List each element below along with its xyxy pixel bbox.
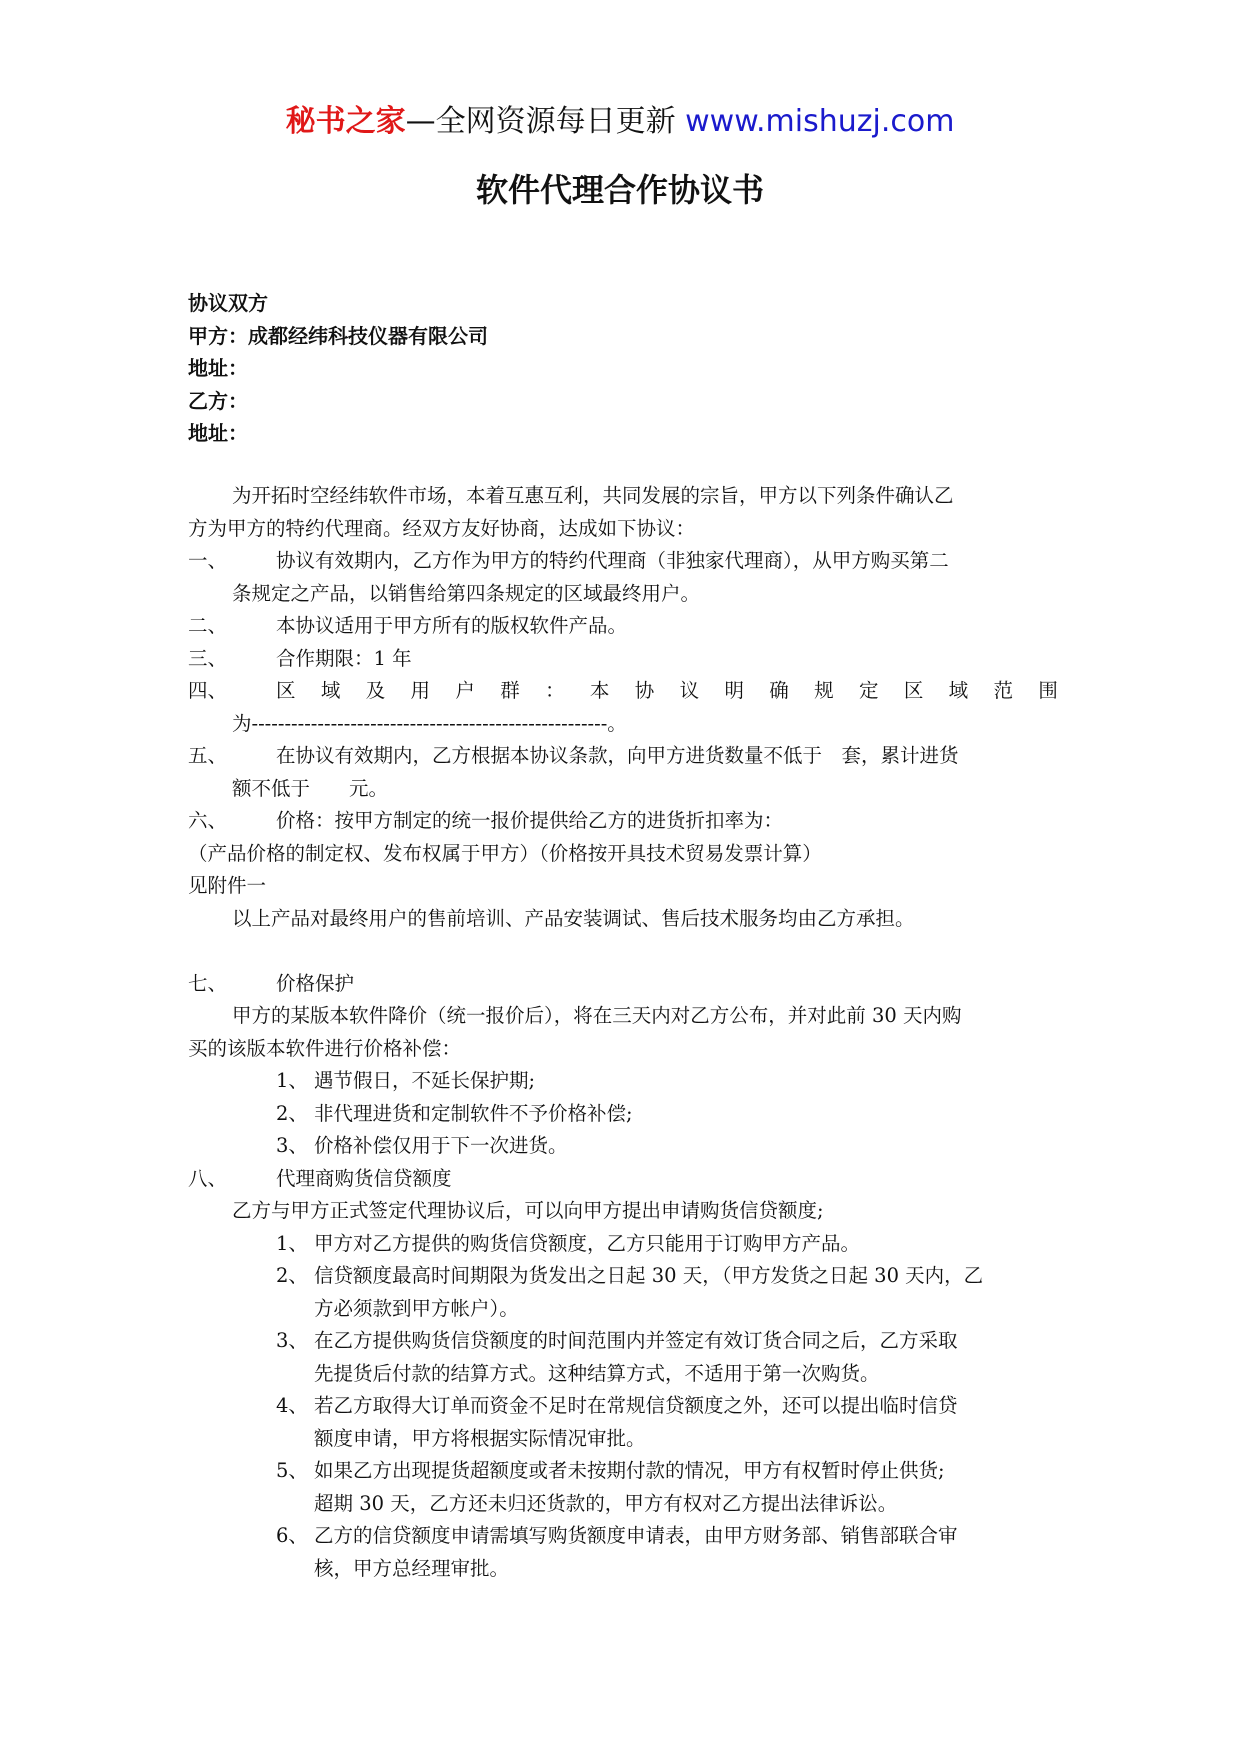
clause-6 — [188, 805, 1058, 838]
clause-4-char: 协 — [634, 679, 655, 702]
list-item — [188, 1098, 1058, 1131]
item-number: 2、 — [276, 1264, 308, 1287]
item-text: 在乙方提供购货信贷额度的时间范围内并签定有效订货合同之后，乙方采取 — [314, 1329, 958, 1352]
clause-4-char: 规 — [814, 679, 834, 702]
clause-4-char: 议 — [679, 679, 700, 702]
item-number: 1、 — [276, 1231, 308, 1255]
clause-4-char: 确 — [769, 679, 789, 702]
clause-7 — [188, 968, 1058, 1001]
clause-number: 四、 — [188, 679, 228, 702]
clause-5 — [188, 740, 1058, 773]
list-item — [188, 1260, 1058, 1293]
intro-line-1: 为开拓时空经纬软件市场，本着互惠互利，共同发展的宗旨，甲方以下列条件确认乙 — [232, 484, 954, 507]
item-text: 非代理进货和定制软件不予价格补偿; — [314, 1101, 633, 1125]
item-text: 乙方的信贷额度申请需填写购货额度申请表，由甲方财务部、销售部联合审 — [314, 1524, 958, 1547]
clause-number: 五、 — [188, 744, 228, 767]
item-number: 3、 — [276, 1134, 308, 1157]
clause-4-char: 及 — [365, 679, 386, 702]
item-number: 6、 — [276, 1524, 308, 1547]
clause-8 — [188, 1163, 1058, 1196]
clause-7-line-1: 甲方的某版本软件降价（统一报价后），将在三天内对乙方公布，并对此前 30 天内购 — [232, 1004, 962, 1027]
clause-3 — [188, 643, 1058, 676]
address-a: 地址： — [188, 356, 248, 380]
party-b: 乙方： — [188, 388, 248, 413]
clause-4-cont: 为------------------------------------------------------。 — [232, 711, 627, 735]
clause-4-char: 区 — [276, 679, 296, 702]
parties-heading: 协议双方 — [188, 291, 268, 315]
list-item — [188, 1325, 1058, 1358]
clause-number: 三、 — [188, 646, 228, 670]
clause-text: 价格保护 — [276, 971, 355, 995]
clause-6-note-2: 见附件一 — [188, 874, 267, 897]
item-number: 2、 — [276, 1101, 308, 1125]
intro-line-2: 方为甲方的特约代理商。经双方友好协商，达成如下协议： — [188, 516, 696, 540]
clause-6-note-3: 以上产品对最终用户的售前培训、产品安装调试、售后技术服务均由乙方承担。 — [232, 906, 915, 930]
item-text: 如果乙方出现提货超额度或者未按期付款的情况，甲方有权暂时停止供货; — [314, 1459, 945, 1482]
banner-url[interactable]: www.mishuzj.com — [685, 104, 955, 139]
clause-text: 价格：按甲方制定的统一报价提供给乙方的进货折扣率为： — [276, 809, 784, 832]
clause-4-char: 域 — [320, 679, 341, 702]
list-item-cont: 超期 30 天，乙方还未归还货款的，甲方有权对乙方提出法律诉讼。 — [314, 1491, 898, 1515]
item-number: 4、 — [276, 1394, 308, 1417]
clause-6-note-1: （产品价格的制定权、发布权属于甲方）（价格按开具技术贸易发票计算） — [188, 841, 822, 865]
clause-text: 代理商购货信贷额度 — [276, 1166, 452, 1190]
agreement-body — [188, 480, 1058, 1585]
clause-4-char: 围 — [1038, 679, 1058, 702]
document-title: 软件代理合作协议书 — [475, 171, 764, 209]
banner-brand: 秘书之家 — [285, 104, 406, 139]
list-item — [188, 1065, 1058, 1098]
item-text: 遇节假日，不延长保护期; — [314, 1069, 536, 1092]
list-item — [188, 1390, 1058, 1423]
item-number: 3、 — [276, 1329, 308, 1352]
item-text: 价格补偿仅用于下一次进货。 — [314, 1134, 568, 1157]
item-number: 1、 — [276, 1069, 308, 1092]
clause-1-cont: 条规定之产品，以销售给第四条规定的区域最终用户。 — [232, 581, 701, 605]
clause-4-char: 用 — [410, 679, 431, 702]
clause-4-char: 群 — [500, 679, 520, 702]
list-item — [188, 1455, 1058, 1488]
clause-1 — [188, 545, 1058, 578]
clause-4-char: ： — [545, 679, 565, 702]
clause-4 — [188, 675, 1058, 708]
clause-4-char: 明 — [724, 679, 744, 702]
item-text: 信贷额度最高时间期限为货发出之日起 30 天，（甲方发货之日起 30 天内，乙 — [314, 1264, 984, 1287]
item-number: 5、 — [276, 1459, 308, 1482]
party-a: 甲方：成都经纬科技仪器有限公司 — [188, 323, 488, 348]
clause-5-cont: 额不低于 元。 — [232, 776, 389, 800]
clause-4-char: 户 — [455, 679, 475, 702]
clause-4-char: 域 — [948, 679, 969, 702]
clause-text: 本协议适用于甲方所有的版权软件产品。 — [276, 614, 628, 637]
clause-4-char: 本 — [589, 679, 610, 702]
clause-number: 七、 — [188, 971, 228, 995]
clause-number: 一、 — [188, 549, 228, 572]
clause-7-line-2: 买的该版本软件进行价格补偿： — [188, 1036, 462, 1060]
clause-text: 合作期限：1 年 — [276, 646, 412, 670]
list-item-cont: 额度申请，甲方将根据实际情况审批。 — [314, 1426, 646, 1450]
clause-4-char: 范 — [993, 679, 1014, 702]
clause-8-line-1: 乙方与甲方正式签定代理协议后，可以向甲方提出申请购货信贷额度; — [232, 1199, 824, 1222]
clause-text: 协议有效期内，乙方作为甲方的特约代理商（非独家代理商），从甲方购买第二 — [276, 549, 949, 572]
item-text: 甲方对乙方提供的购货信贷额度，乙方只能用于订购甲方产品。 — [314, 1231, 861, 1255]
address-b: 地址： — [188, 421, 248, 445]
clause-number: 八、 — [188, 1166, 228, 1190]
list-item-cont: 核，甲方总经理审批。 — [314, 1556, 510, 1580]
clause-text: 在协议有效期内，乙方根据本协议条款，向甲方进货数量不低于 套，累计进货 — [276, 744, 959, 767]
spacer — [188, 935, 1058, 968]
clause-number: 二、 — [188, 614, 228, 637]
clause-4-char: 区 — [903, 679, 924, 702]
clause-4-char: 定 — [858, 679, 879, 702]
list-item-cont: 方必须款到甲方帐户）。 — [314, 1296, 519, 1320]
parties-block — [188, 287, 1068, 450]
list-item — [188, 1130, 1058, 1163]
clause-number: 六、 — [188, 809, 228, 832]
list-item — [188, 1520, 1058, 1553]
list-item — [188, 1228, 1058, 1261]
list-item-cont: 先提货后付款的结算方式。这种结算方式，不适用于第一次购货。 — [314, 1361, 880, 1385]
banner-slogan: —全网资源每日更新 — [405, 104, 676, 139]
site-banner — [0, 100, 1240, 144]
item-text: 若乙方取得大订单而资金不足时在常规信贷额度之外，还可以提出临时信贷 — [314, 1394, 958, 1417]
clause-2 — [188, 610, 1058, 643]
